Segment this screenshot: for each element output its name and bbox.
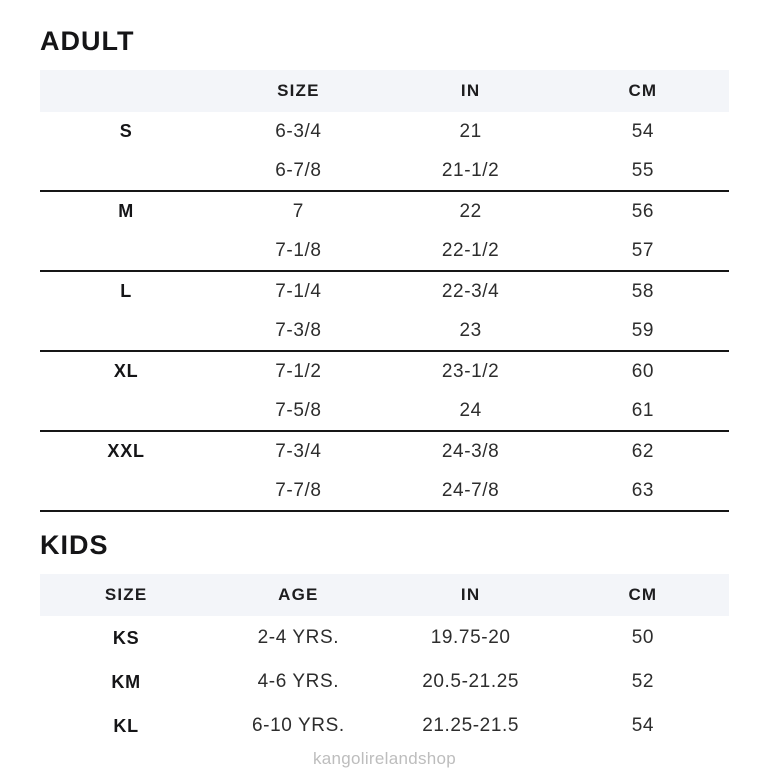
cell-in: 21 [459,120,482,142]
adult-size-table [40,70,729,512]
cell-in: 20.5-21.25 [422,671,520,692]
cell-in: 22-3/4 [441,280,500,302]
kids-size-table [40,574,729,748]
table-row [40,311,729,350]
cell-cm: 55 [631,159,655,181]
cell-in: 24 [459,399,482,421]
adult-header-size: SIZE [277,81,320,100]
table-row [40,272,729,311]
cell-age: 6-10 YRS. [252,715,345,736]
adult-group-s [40,112,729,192]
cell-in: 22-1/2 [441,239,500,261]
cell-cm: 54 [631,120,655,142]
cell-in: 22 [459,200,482,222]
cell-size: 7-7/8 [275,479,322,501]
cell-in: 23-1/2 [441,360,500,382]
adult-group-xxl [40,432,729,512]
adult-table-header [40,70,729,112]
table-row [40,391,729,430]
cell-cm: 60 [631,360,655,382]
table-row [40,616,729,660]
table-row [40,192,729,231]
table-row [40,352,729,391]
adult-group-m [40,192,729,272]
size-group-label: KS [112,627,140,648]
table-row [40,231,729,270]
table-row [40,432,729,471]
cell-cm: 61 [631,399,655,421]
cell-size: 7 [292,200,304,222]
cell-cm: 59 [631,319,655,341]
kids-header-age: AGE [278,585,319,604]
cell-cm: 62 [631,440,655,462]
cell-in: 21.25-21.5 [422,715,520,736]
cell-cm: 56 [631,200,655,222]
shop-watermark: kangolirelandshop [312,749,457,768]
cell-in: 23 [459,319,482,341]
size-group-label: XXL [107,441,145,461]
cell-age: 4-6 YRS. [257,671,340,692]
cell-size: 7-1/2 [275,360,322,382]
cell-size: 7-1/4 [275,280,322,302]
cell-size: 7-5/8 [275,399,322,421]
cell-cm: 57 [631,239,655,261]
cell-in: 21-1/2 [441,159,500,181]
kids-header-size: SIZE [104,585,148,604]
adult-header-cm: CM [628,81,658,100]
size-group-label: L [120,281,133,301]
table-row [40,151,729,190]
size-group-label: M [118,201,135,221]
cell-size: 7-3/4 [275,440,322,462]
adult-group-xl [40,352,729,432]
kids-section-heading: KIDS [40,530,109,560]
table-row [40,471,729,510]
cell-in: 24-7/8 [441,479,500,501]
table-row [40,704,729,748]
kids-header-in: IN [460,585,481,604]
cell-in: 24-3/8 [441,440,500,462]
size-group-label: S [119,121,133,141]
cell-in: 19.75-20 [430,627,511,648]
cell-cm: 50 [631,627,655,648]
cell-size: 6-3/4 [275,120,322,142]
cell-size: 7-3/8 [275,319,322,341]
cell-cm: 58 [631,280,655,302]
table-row [40,112,729,151]
cell-cm: 52 [631,671,655,692]
cell-size: 6-7/8 [275,159,322,181]
cell-cm: 54 [631,715,655,736]
table-row [40,660,729,704]
size-group-label: KL [113,715,139,736]
adult-header-in: IN [460,81,481,100]
cell-age: 2-4 YRS. [257,627,340,648]
kids-table-header [40,574,729,616]
kids-header-cm: CM [628,585,658,604]
adult-section-heading: ADULT [40,26,135,56]
cell-cm: 63 [631,479,655,501]
adult-group-l [40,272,729,352]
size-group-label: KM [111,671,141,692]
cell-size: 7-1/8 [275,239,322,261]
size-group-label: XL [113,361,139,381]
